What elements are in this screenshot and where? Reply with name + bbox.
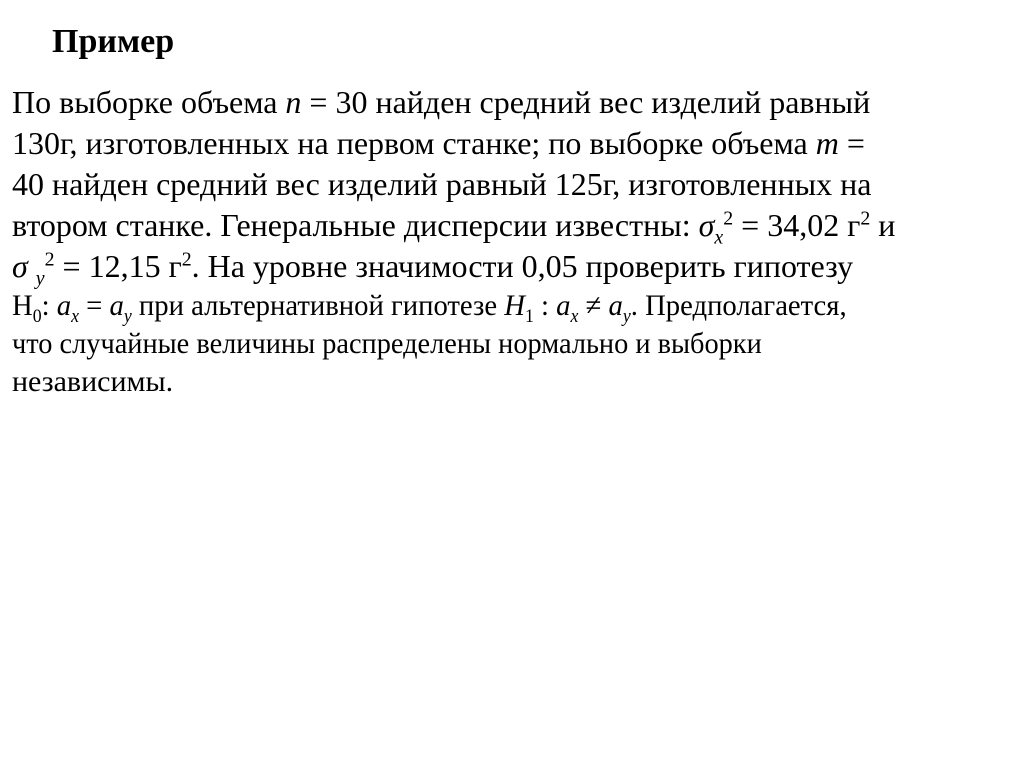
text-line-5 [12,246,1022,290]
var-n: n [285,84,302,120]
text: независимы. [12,365,174,398]
subscript-x: x [570,306,579,327]
sigma-symbol: σ [698,207,715,243]
text: 40 найден средний вес изделий равный 125г, изготовленных на [12,166,872,202]
hypothesis-h1: H [504,289,525,322]
sigma-symbol: σ [12,248,36,284]
superscript: 2 [860,207,871,230]
var-m: m [815,125,839,161]
text: ≠ [578,289,609,322]
hypothesis-h0: H [12,289,33,322]
var-a: a [608,289,623,322]
text: что случайные величины распределены нормально и выборки [12,327,762,360]
text-line-8 [12,363,1022,401]
subscript-y: y [622,306,631,327]
text-line-1 [12,82,1022,123]
subscript: 1 [524,306,534,327]
text-line-7 [12,325,966,363]
text: = 34,02 г [733,207,861,243]
subscript-x: x [714,226,724,249]
text: : [41,289,57,322]
superscript: 2 [181,248,192,271]
slide-title: Пример [52,23,175,60]
text: . Предполагается, [630,289,847,322]
subscript: 0 [32,306,42,327]
text: = [78,289,110,322]
text-line-3 [12,164,1022,205]
text-line-2 [12,123,1022,164]
superscript: 2 [723,207,734,230]
text: . На уровне значимости 0,05 проверить гипотезу [191,248,854,284]
text: 130г, изготовленных на первом станке; по выборке объема [12,125,816,161]
text: при альтернативной гипотезе [131,289,505,322]
subscript-y: y [35,267,45,290]
text: = 12,15 г [54,248,182,284]
text: = [838,125,865,161]
text-line-6 [12,287,978,325]
problem-statement [12,82,1022,401]
var-a: a [56,289,72,322]
text-line-4 [12,205,1022,249]
superscript: 2 [44,248,55,271]
var-a: a [556,289,571,322]
text: = 30 найден средний вес изделий равный [301,84,871,120]
var-a: a [109,289,124,322]
text: и [870,207,896,243]
subscript-x: x [71,306,79,327]
text: : [533,289,557,322]
text: По выборке объема [12,84,286,120]
text: втором станке. Генеральные дисперсии известны: [12,207,699,243]
subscript-y: y [123,306,132,327]
